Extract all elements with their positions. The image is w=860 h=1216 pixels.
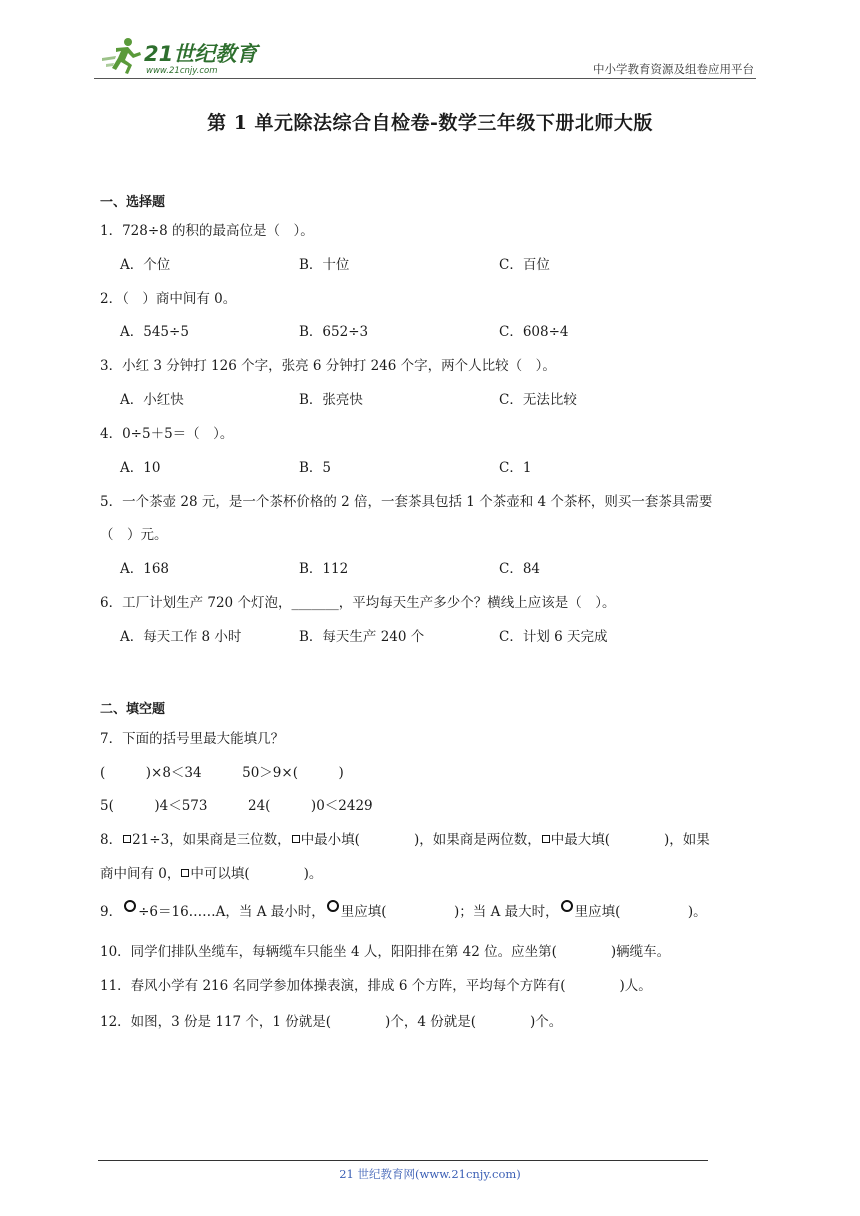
question-8-text-5: 中可以填( )。	[190, 866, 323, 882]
question-5-stem-line1: 5．一个茶壶 28 元，是一个茶杯价格的 2 倍，一套茶具包括 1 个茶壶和 4 个茶杯，则买一套茶具需要	[100, 494, 713, 510]
question-6-option-a: A．每天工作 8 小时	[120, 629, 242, 645]
circle-icon	[561, 900, 573, 912]
page-title: 第 1 单元除法综合自检卷-数学三年级下册北师大版	[207, 112, 653, 134]
square-icon	[542, 835, 550, 843]
site-logo	[94, 34, 264, 80]
question-2-option-b: B．652÷3	[299, 324, 369, 340]
header-platform-text: 中小学教育资源及组卷应用平台	[593, 62, 754, 76]
question-1-option-a: A．个位	[120, 257, 171, 273]
question-9-number: 9．	[100, 904, 123, 920]
square-icon	[181, 869, 189, 877]
section-heading-choice: 一、选择题	[100, 195, 166, 210]
question-11: 11．春风小学有 216 名同学参加体操表演，排成 6 个方阵，平均每个方阵有( )人。	[100, 978, 652, 994]
question-3-option-a: A．小红快	[120, 392, 184, 408]
question-9-text-1: ÷6＝16……A，当 A 最小时，	[138, 904, 325, 920]
question-1-option-c: C．百位	[499, 257, 550, 273]
question-9-text-3: 里应填( )。	[574, 904, 707, 920]
question-8-text-1: 21÷3，如果商是三位数，	[132, 832, 291, 848]
circle-icon	[124, 900, 136, 912]
question-9	[100, 900, 707, 920]
question-8-line2	[100, 862, 322, 882]
question-3-option-b: B．张亮快	[299, 392, 363, 408]
header-divider	[94, 78, 756, 79]
question-8-text-4: 商中间有 0，	[100, 866, 181, 882]
logo-text: 21世纪教育	[144, 42, 258, 66]
question-2-option-a: A．545÷5	[120, 324, 189, 340]
question-5-option-b: B．112	[299, 561, 349, 577]
question-6-option-c: C．计划 6 天完成	[499, 629, 608, 645]
question-8-text-3: 中最大填( )，如果	[550, 832, 710, 848]
question-10: 10．同学们排队坐缆车，每辆缆车只能坐 4 人，阳阳排在第 42 位。应坐第( )辆缆车。	[100, 944, 671, 960]
question-4-option-b: B．5	[299, 460, 332, 476]
question-2-option-c: C．608÷4	[499, 324, 569, 340]
footer-link[interactable]: 21 世纪教育网(www.21cnjy.com)	[339, 1167, 521, 1181]
question-6-stem: 6．工厂计划生产 720 个灯泡，_______，平均每天生产多少个？横线上应该是（ ）。	[100, 595, 616, 611]
question-8-line1	[100, 828, 710, 848]
question-4-option-a: A．10	[120, 460, 161, 476]
circle-icon	[327, 900, 339, 912]
question-2-stem: 2．（ ）商中间有 0。	[100, 291, 237, 307]
question-1-stem: 1．728÷8 的积的最高位是（ ）。	[100, 223, 314, 239]
logo-subtext: www.21cnjy.com	[146, 66, 218, 76]
question-3-stem: 3．小红 3 分钟打 126 个字，张亮 6 分钟打 246 个字，两个人比较（ ）。	[100, 358, 556, 374]
question-4-stem: 4．0÷5＋5＝（ ）。	[100, 426, 234, 442]
question-1-option-b: B．十位	[299, 257, 350, 273]
question-6-option-b: B．每天生产 240 个	[299, 629, 425, 645]
question-4-option-c: C．1	[499, 460, 532, 476]
question-7-row1: ( )×8＜34 50＞9×( )	[100, 765, 344, 781]
question-8-number: 8．	[100, 832, 123, 848]
question-5-stem-line2: （ ）元。	[100, 527, 168, 543]
question-7-stem: 7．下面的括号里最大能填几？	[100, 731, 285, 747]
square-icon	[292, 835, 300, 843]
question-5-option-c: C．84	[499, 561, 541, 577]
question-8-text-2: 中最小填( )，如果商是两位数，	[300, 832, 541, 848]
question-3-option-c: C．无法比较	[499, 392, 577, 408]
question-9-text-2: 里应填( )；当 A 最大时，	[340, 904, 559, 920]
question-12: 12．如图，3 份是 117 个，1 份就是( )个，4 份就是( )个。	[100, 1014, 563, 1030]
footer-divider	[98, 1160, 708, 1161]
square-icon	[123, 835, 131, 843]
section-heading-fill: 二、填空题	[100, 702, 166, 717]
question-5-option-a: A．168	[120, 561, 170, 577]
question-7-row2: 5( )4＜573 24( )0＜2429	[100, 798, 373, 814]
